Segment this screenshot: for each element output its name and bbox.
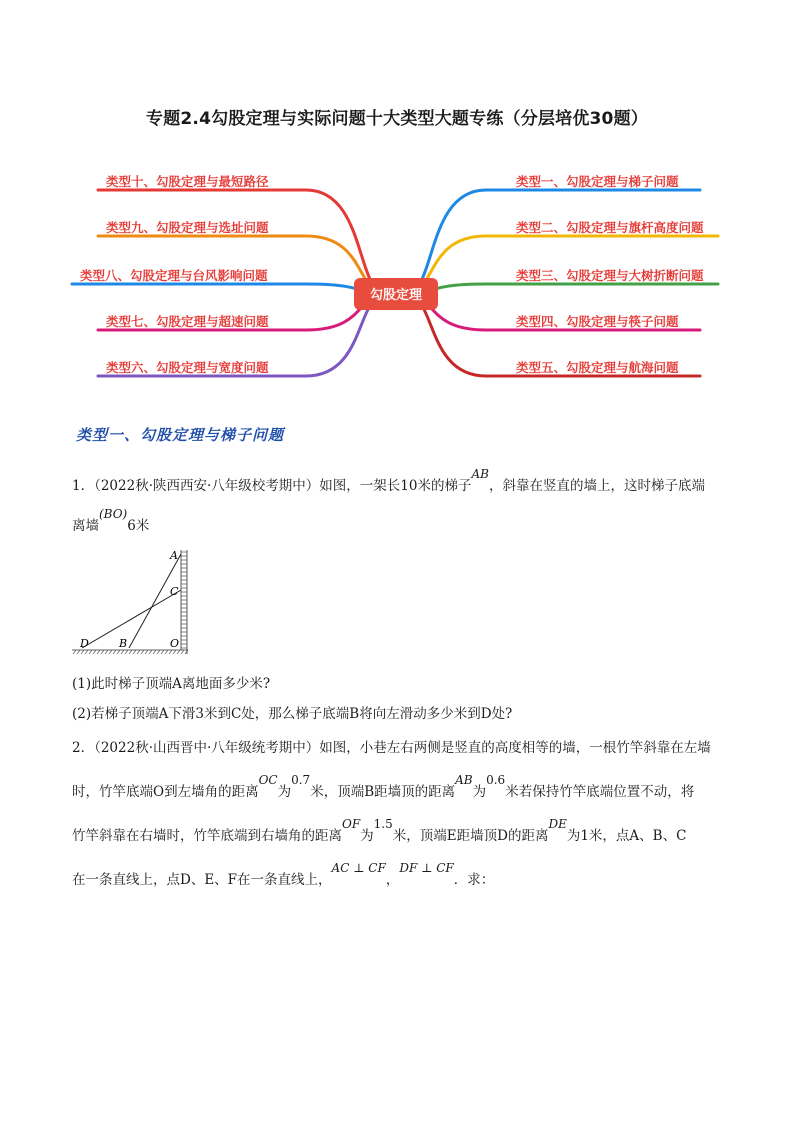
q2-perp1: AC ⊥ CF [331, 861, 386, 875]
question-2-line3 [72, 817, 732, 846]
label-b: B [119, 637, 128, 650]
q1-bo: (BO) [99, 507, 128, 521]
q2-l3c: 米，顶端E距墙顶D的距离 [392, 828, 549, 844]
mindmap-label-right: 类型五、勾股定理与航海问题 [516, 360, 679, 375]
question-2-line2 [72, 773, 732, 802]
mindmap-label-left: 类型九、勾股定理与选址问题 [106, 220, 269, 235]
mindmap-label-left: 类型七、勾股定理与超速问题 [106, 314, 269, 329]
label-c: C [170, 585, 179, 598]
q2-ab-value: 0.6 [486, 773, 506, 787]
q2-oc: OC [258, 773, 278, 787]
q1-line2-text: 离墙 [72, 518, 99, 534]
section-heading: 类型一、勾股定理与梯子问题 [76, 426, 285, 444]
q2-l3d: 为1米，点A、B、C [566, 828, 687, 844]
question-1-line2 [72, 507, 732, 536]
q2-of-value: 1.5 [373, 817, 393, 831]
mindmap-label-left: 类型六、勾股定理与宽度问题 [106, 360, 269, 375]
q2-l2a: 时，竹竿底端O到左墙角的距离 [72, 784, 259, 800]
q2-l4b: ．求： [453, 872, 495, 888]
q2-l3a: 竹竿斜靠在右墙时，竹竿底端到右墙角的距离 [72, 828, 342, 844]
label-a: A [170, 549, 178, 562]
question-1 [72, 467, 732, 496]
q2-ab: AB [455, 773, 473, 787]
q2-l2e: 米若保持竹竿底端位置不动，将 [505, 784, 695, 800]
mindmap-center-label: 勾股定理 [369, 288, 423, 303]
mindmap-label-right: 类型四、勾股定理与筷子问题 [516, 314, 679, 329]
q2-l2d: 为 [472, 784, 487, 800]
q1-mid: ，斜靠在竖直的墙上，这时梯子底端 [488, 478, 705, 494]
question-2-line1: 2．（2022秋·山西晋中·八年级统考期中）如图，小巷左右两侧是竖直的高度相等的墙，一根竹竿斜靠在左墙 [72, 740, 711, 756]
q2-perp2: DF ⊥ CF [399, 861, 454, 875]
q1-sub1: (1)此时梯子顶端A离地面多少米? [72, 676, 271, 692]
ladder-ab [129, 554, 181, 648]
q2-l2c: 米，顶端B距墙顶的距离 [310, 784, 456, 800]
q2-l3b: 为 [360, 828, 374, 844]
mindmap-label-left: 类型八、勾股定理与台风影响问题 [80, 268, 268, 283]
q2-de: DE [548, 817, 567, 831]
mindmap-label-right: 类型三、勾股定理与大树折断问题 [516, 268, 704, 283]
q2-l2b: 为 [277, 784, 292, 800]
ladder-cd [82, 590, 181, 648]
mindmap-label-right: 类型二、勾股定理与旗杆高度问题 [516, 220, 704, 235]
q1-line2-value: 6米 [127, 518, 150, 534]
q1-sub2: (2)若梯子顶端A下滑3米到C处，那么梯子底端B将向左滑动多少米到D处? [72, 706, 513, 722]
q2-of: OF [342, 817, 361, 831]
q1-ab: AB [471, 467, 489, 481]
wall [181, 550, 187, 654]
question-2-line4 [72, 861, 732, 890]
mindmap-label-right: 类型一、勾股定理与梯子问题 [516, 174, 679, 189]
q1-intro: 1．（2022秋·陕西西安·八年级校考期中）如图，一架长10米的梯子 [72, 478, 472, 494]
q2-oc-value: 0.7 [291, 773, 311, 787]
label-o: O [170, 637, 180, 650]
q2-l4a: 在一条直线上，点D、E、F在一条直线上， [72, 872, 332, 888]
page-title: 专题2.4勾股定理与实际问题十大类型大题专练（分层培优30题） [146, 109, 648, 129]
q2-sep: ， [385, 872, 400, 888]
ladder-figure [72, 546, 197, 656]
mindmap-branch-right [406, 284, 718, 294]
label-d: D [80, 637, 89, 650]
mindmap-branch-left [72, 284, 386, 294]
mind-map [0, 160, 794, 400]
mindmap-label-left: 类型十、勾股定理与最短路径 [106, 174, 269, 189]
